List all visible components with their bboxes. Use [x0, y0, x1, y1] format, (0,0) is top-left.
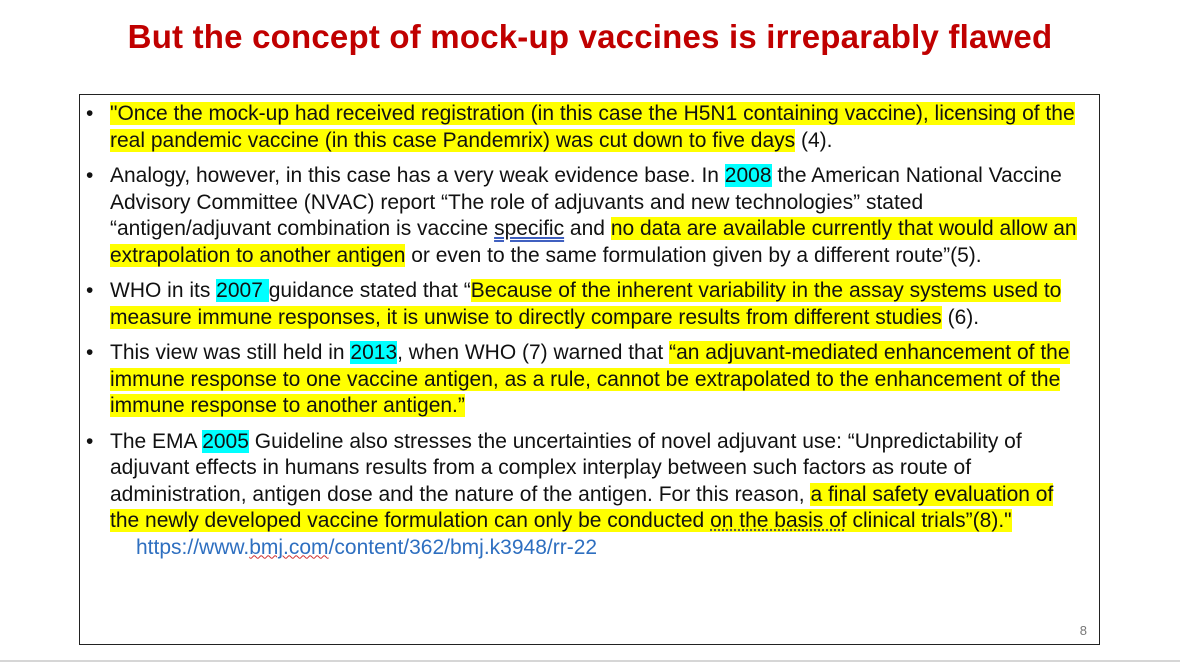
link-domain: bmj.com: [249, 535, 329, 559]
text-run: or even to the same formulation given by a different route”(5).: [405, 243, 982, 267]
highlighted-text: a final safety evaluation of the newly developed vaccine formulation can only be conducted: [110, 482, 1054, 532]
text-run: guidance stated that “: [268, 279, 471, 302]
text-run: (6).: [941, 305, 980, 329]
text-run: (4).: [795, 128, 833, 152]
highlighted-text: Because of the inherent variability in the assay systems used to measure immune responses, it is unwise to directly compare results from different studies: [110, 279, 1062, 329]
text-run: Guideline also stresses the uncertainties of novel adjuvant use: “Unpredictability of adjuvant effects in humans results from a complex interplay between such factors as route of administration, antigen dose and the nature of the antigen. For this reason,: [110, 429, 1022, 506]
content-box: [79, 94, 1100, 645]
bullet-dot: •: [86, 429, 94, 453]
text-run: The EMA: [110, 429, 203, 453]
bullet-dot: •: [86, 341, 94, 364]
bullet-dot: •: [86, 102, 94, 125]
highlighted-text: “an adjuvant-mediated enhancement of the immune response to one vaccine antigen, as a rule, cannot be extrapolated to the enhancement of the immune response to another antigen.”: [110, 341, 1070, 417]
text-run: WHO in its: [110, 279, 217, 302]
highlighted-text: clinical trials”(8).": [846, 509, 1012, 532]
bullet-text: [110, 279, 1061, 329]
link-prefix: https://www.: [136, 535, 250, 559]
bullet-item: [86, 278, 1085, 331]
bullet-text: [110, 102, 1075, 152]
page-number: 8: [1079, 623, 1087, 638]
bullet-list: [80, 95, 1099, 561]
bullet-dot: •: [86, 164, 94, 187]
text-run: the American National Vaccine Advisory Committee (NVAC) report “The role of adjuvants and new technologies” stated “antigen/adjuvant combination is vaccine: [110, 164, 1062, 240]
highlighted-text: 2005: [202, 429, 249, 453]
text-run: , when WHO (7) warned that: [397, 341, 670, 364]
highlighted-text: 2007: [216, 279, 269, 302]
bullet-item: [86, 340, 1085, 420]
bullet-text: [110, 164, 1077, 267]
highlighted-text: specific: [494, 217, 565, 240]
highlighted-text: on the basis of: [710, 509, 847, 532]
highlighted-text: no data are available currently that would allow an extrapolation to another antigen: [110, 217, 1077, 267]
text-run: This view was still held in: [110, 341, 351, 364]
bullet-item: [86, 429, 1085, 562]
text-run: Analogy, however, in this case has a very weak evidence base. In: [110, 164, 725, 187]
bottom-divider: [0, 660, 1180, 662]
highlighted-text: 2013: [350, 341, 398, 364]
bullet-item: [86, 101, 1085, 154]
text-run: and: [564, 217, 611, 240]
bullet-item: [86, 163, 1085, 269]
bullet-dot: •: [86, 279, 94, 302]
reference-link[interactable]: [136, 536, 597, 559]
highlighted-text: 2008: [724, 164, 772, 187]
slide-title: But the concept of mock-up vaccines is irreparably flawed: [127, 18, 1053, 55]
bullet-text: [110, 430, 1053, 533]
link-path: /content/362/bmj.k3948/rr-22: [328, 535, 598, 559]
highlighted-text: "Once the mock-up had received registration (in this case the H5N1 containing vaccine), licensing of the real pandemic vaccine (in this case Pandemrix) was cut down to five days: [110, 102, 1075, 152]
bullet-text: [110, 341, 1070, 417]
